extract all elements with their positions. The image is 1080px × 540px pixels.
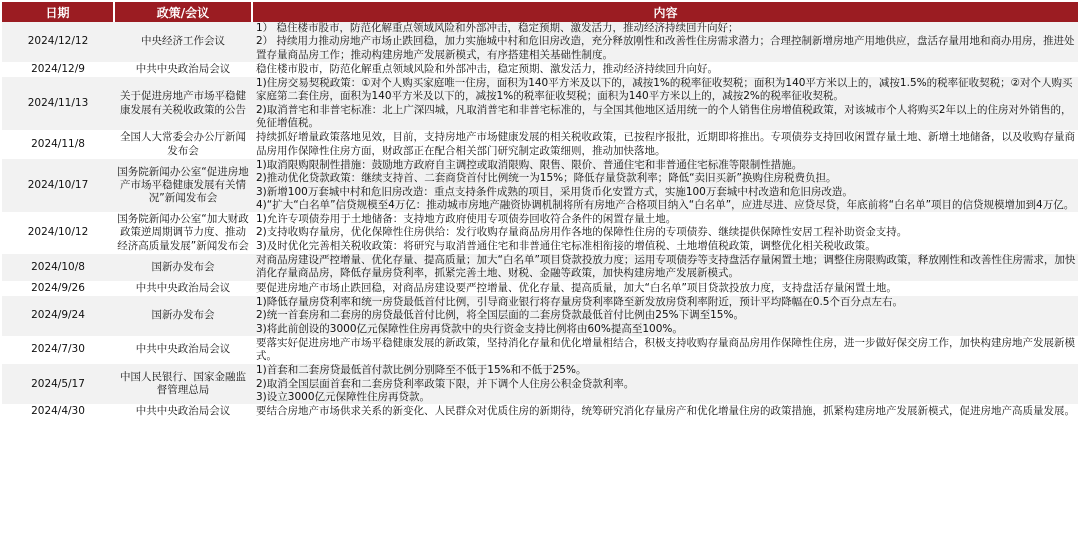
row-content [252, 158, 1078, 212]
row-content [252, 364, 1078, 405]
content-line: 3)及时优化完善相关税收政策：将研究与取消普通住宅和非普通住宅标准相衔接的增值税、土地增值税政策，调整优化相关税收政策。 [256, 239, 876, 252]
content-line: 2)取消普宅和非普宅标准：北上广深四城，凡取消普宅和非普宅标准的，与全国其他地区适用统一的个人销售住房增值税政策，对该城市个人将购买2年以上的住房对外销售的，免征增值税。 [256, 103, 1072, 130]
content-line: 1)取消限购限制性措施：鼓励地方政府自主调控或取消限购、限售、限价、普通住宅和非普通住宅标准等限制性措施。 [256, 158, 803, 171]
content-line: 2)取消全国层面首套和二套房贷利率政策下限，并下调个人住房公积金贷款利率。 [256, 377, 635, 390]
content-line: 1)允许专项债券用于土地储备：支持地方政府使用专项债券回收符合条件的闲置存量土地。 [256, 213, 677, 226]
row-date: 2024/11/8 [2, 131, 114, 159]
header-date: 日期 [2, 2, 114, 22]
row-policy: 国新办发布会 [114, 254, 252, 282]
table-row [2, 405, 1078, 419]
table-row [2, 281, 1078, 295]
row-policy: 中国人民银行、国家金融监督管理总局 [114, 364, 252, 405]
row-date: 2024/10/17 [2, 158, 114, 212]
row-policy: 中共中央政治局会议 [114, 405, 252, 419]
table-row [2, 62, 1078, 76]
row-policy: 中央经济工作会议 [114, 22, 252, 62]
table-row [2, 254, 1078, 282]
table-row [2, 77, 1078, 131]
content-line: 3)将此前创设的3000亿元保障性住房再贷款中的央行资金支持比例将由60%提高至100%。 [256, 322, 683, 335]
row-policy: 国新办发布会 [114, 295, 252, 336]
content-line: 2)推动优化贷款政策：继续支持首、二套商贷首付比例统一为15%；降低存量贷款利率；降低“卖旧买新”换购住房税费负担。 [256, 172, 837, 185]
row-date: 2024/11/13 [2, 77, 114, 131]
content-line: 3)新增100万套城中村和危旧房改造：重点支持条件成熟的项目，采用货币化安置方式，实施100万套城中村改造和危旧房改造。 [256, 185, 853, 198]
row-date: 2024/5/17 [2, 364, 114, 405]
header-content: 内容 [252, 2, 1078, 22]
row-policy: 中共中央政治局会议 [114, 281, 252, 295]
table-row [2, 22, 1078, 62]
table-row [2, 213, 1078, 254]
row-date: 2024/4/30 [2, 405, 114, 419]
row-content [252, 336, 1078, 364]
row-content [252, 254, 1078, 282]
table-header-row [2, 2, 1078, 22]
row-date: 2024/10/12 [2, 213, 114, 254]
content-line: 1)首套和二套房贷最低首付款比例分别降至不低于15%和不低于25%。 [256, 364, 587, 377]
content-line: 3)设立3000亿元保障性住房再贷款。 [256, 391, 430, 404]
row-content [252, 405, 1078, 419]
content-line: 稳住楼市股市，防范化解重点领域风险和外部冲击，稳定预期、激发活力，推动经济持续回升向好。 [256, 62, 718, 75]
row-policy: 关于促进房地产市场平稳健康发展有关税收政策的公告 [114, 77, 252, 131]
content-line: 1） 稳住楼市股市，防范化解重点领域风险和外部冲击，稳定预期、激发活力，推动经济持续回升向好； [256, 22, 739, 34]
row-date: 2024/12/12 [2, 22, 114, 62]
table-row [2, 364, 1078, 405]
row-content [252, 281, 1078, 295]
row-content [252, 22, 1078, 62]
row-content [252, 213, 1078, 254]
row-policy: 中共中央政治局会议 [114, 336, 252, 364]
row-policy: 中共中央政治局会议 [114, 62, 252, 76]
content-line: 2)统一首套房和二套房的房贷最低首付比例，将全国层面的二套房贷款最低首付比例由25%下调至15%。 [256, 309, 744, 322]
header-policy: 政策/会议 [114, 2, 252, 22]
content-line: 1)降低存量房贷利率和统一房贷最低首付比例，引导商业银行将存量房贷利率降至新发放房贷利率附近，预计平均降幅在0.5个百分点左右。 [256, 295, 903, 308]
row-policy: 国务院新闻办公室“加大财政政策逆周期调节力度、推动经济高质量发展”新闻发布会 [114, 213, 252, 254]
content-line: 2)支持收购存量房，优化保障性住房供给：发行收购存量商品房用作各地的保障性住房的专项债券、继续提供保障性安居工程补助资金支持。 [256, 226, 908, 239]
table-body [2, 22, 1078, 419]
table-row [2, 295, 1078, 336]
content-line: 要结合房地产市场供求关系的新变化、人民群众对优质住房的新期待，统筹研究消化存量房产和优化增量住房的政策措施，抓紧构建房地产发展新模式，促进房地产高质量发展。 [256, 405, 1075, 418]
table-row [2, 336, 1078, 364]
row-date: 2024/12/9 [2, 62, 114, 76]
table-row [2, 131, 1078, 159]
row-content [252, 295, 1078, 336]
row-content [252, 131, 1078, 159]
content-line: 持续抓好增量政策落地见效，目前，支持房地产市场健康发展的相关税收政策，已按程序报批，近期即将推出。专项债券支持回收闲置存量土地、新增土地储备，以及收购存量商品房用作保障性住房方面，财政部正在配合相关部门研究制定政策细则，推动加快落地。 [256, 131, 1075, 157]
row-date: 2024/9/24 [2, 295, 114, 336]
content-line: 4)“扩大“白名单”信贷规模至4万亿：推动城市房地产融资协调机制将所有房地产合格项目纳入“白名单”，应进尽进、应贷尽贷，年底前将“白名单”项目的信贷规模增加到4万亿。 [256, 198, 1075, 211]
row-policy: 全国人大常委会办公厅新闻发布会 [114, 131, 252, 159]
content-line: 要落实好促进房地产市场平稳健康发展的新政策，坚持消化存量和优化增量相结合，积极支持收购存量商品房用作保障性住房，进一步做好保交房工作，加快构建房地产发展新模式。 [256, 336, 1075, 363]
row-content [252, 62, 1078, 76]
content-line: 1)住房交易契税政策：①对个人购买家庭唯一住房，面积为140平方米及以下的，减按1%的税率征收契税；面积为140平方米以上的，减按1.5%的税率征收契税；②对个人购买家庭第二套住房，面积为140平方米及以下的，减按1%的税率征收契税；面积为140平方米以上的，减按2%的税率征收契税。 [256, 77, 1073, 103]
row-date: 2024/7/30 [2, 336, 114, 364]
row-date: 2024/9/26 [2, 281, 114, 295]
content-line: 要促进房地产市场止跌回稳，对商品房建设要严控增量、优化存量、提高质量，加大“白名单”项目贷款投放力度，支持盘活存量闲置土地。 [256, 281, 897, 294]
row-policy: 国务院新闻办公室“促进房地产市场平稳健康发展有关情况”新闻发布会 [114, 158, 252, 212]
row-content [252, 77, 1078, 131]
policy-table [2, 2, 1078, 420]
content-line: 2） 持续用力推动房地产市场止跌回稳，加力实施城中村和危旧房改造，充分释放刚性和改善性住房需求潜力；合理控制新增房地产用地供应，盘活存量用地和商办用房，推进处置存量商品房工作；推动构建房地产发展新模式，有序搭建相关基础性制度。 [256, 35, 1075, 61]
table-row [2, 158, 1078, 212]
row-date: 2024/10/8 [2, 254, 114, 282]
content-line: 对商品房建设严控增量、优化存量、提高质量；加大“白名单”项目贷款投放力度；运用专项债券等支持盘活存量闲置土地；调整住房限购政策，释放刚性和改善性住房需求，加快消化存量商品房，降低存量房贷利率，抓紧完善土地、财税、金融等政策，加快构建房地产发展新模式。 [256, 254, 1076, 280]
